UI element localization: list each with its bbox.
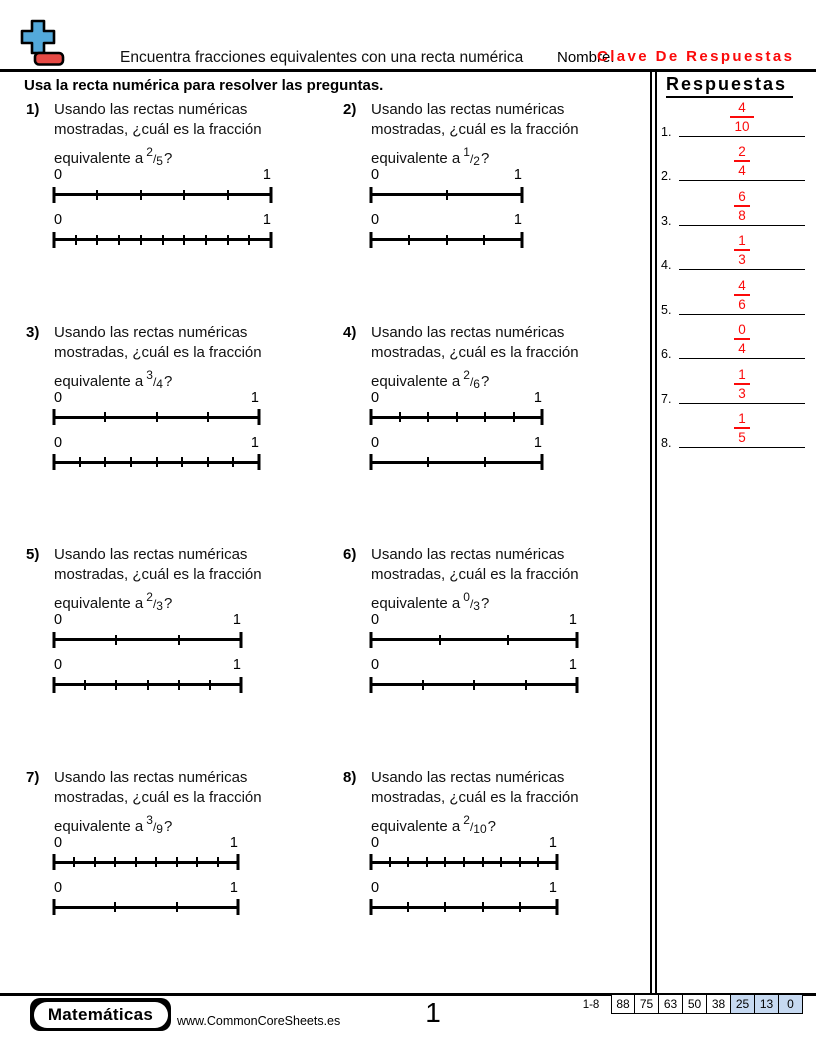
brand-name: Matemáticas [34, 1002, 168, 1028]
question-line-2: mostradas, ¿cuál es la fracción [54, 121, 262, 138]
question-line-2: mostradas, ¿cuál es la fracción [371, 788, 579, 806]
problem-number: 7) [26, 768, 40, 786]
answer-fraction: $\frac{1}{5}$ [734, 411, 750, 445]
numberline-endpoint-labels: 0 1 [371, 834, 557, 851]
number-line [54, 835, 238, 871]
question-fraction-denominator: 3 [156, 599, 163, 613]
question-fraction-denominator: 6 [473, 376, 480, 391]
numberline-endpoint-labels: 0 1 [54, 167, 271, 183]
number-line [54, 212, 271, 248]
question-fraction-numerator: 2 [463, 812, 470, 827]
numberline-endpoint-labels: 0 1 [371, 879, 557, 896]
fraction-bar [734, 294, 750, 296]
number-line [371, 657, 577, 693]
numberline-track [371, 853, 557, 871]
number-line [371, 167, 522, 203]
answer-blank-line [679, 314, 805, 315]
question-fraction-denominator: 9 [156, 821, 163, 836]
fraction-bar [734, 205, 750, 207]
answer-row-6 [658, 317, 811, 362]
answer-row-3 [658, 183, 811, 228]
answer-number: 1. [661, 124, 672, 139]
question-line-3: equivalente a $^3$/4? [54, 367, 173, 391]
question-line-1: Usando las rectas numéricas [371, 101, 565, 118]
number-line [54, 167, 271, 203]
question-line-1: Usando las rectas numéricas [54, 323, 248, 341]
question-fraction-denominator: 5 [156, 154, 163, 168]
brand-logo [20, 19, 66, 72]
question-line-1: Usando las rectas numéricas [54, 101, 248, 118]
question-fraction-numerator: 3 [146, 367, 153, 382]
question-fraction-numerator: 3 [146, 812, 153, 827]
answer-blank-line [679, 447, 805, 448]
problems-grid [26, 100, 656, 990]
numberline-endpoint-labels: 0 1 [54, 434, 259, 451]
problem-number: 6) [343, 546, 357, 563]
numberline-endpoint-labels: 0 1 [371, 212, 522, 228]
question-line-1: Usando las rectas numéricas [371, 768, 565, 786]
numberline-track [54, 408, 259, 426]
name-value-answer-key: Clave De Respuestas [597, 48, 795, 65]
question-line-2: mostradas, ¿cuál es la fracción [371, 121, 579, 138]
numberline-track [371, 185, 522, 203]
plus-icon [22, 21, 54, 53]
brand-badge [30, 998, 171, 1031]
question-line-2: mostradas, ¿cuál es la fracción [54, 343, 262, 361]
number-line [371, 390, 542, 426]
answer-number: 3. [661, 213, 672, 228]
answer-row-8 [658, 406, 811, 451]
question-line-2: mostradas, ¿cuál es la fracción [371, 343, 579, 361]
answers-divider-line [650, 72, 657, 993]
question-line-3: equivalente a $^2$/10? [371, 812, 496, 836]
numberline-track [54, 853, 238, 871]
numberline-track [54, 898, 238, 916]
score-cell: 50 [683, 994, 707, 1014]
question-fraction-numerator: 2 [146, 145, 153, 159]
page-title: Encuentra fracciones equivalentes con una recta numérica [120, 49, 524, 66]
score-cell: 63 [659, 994, 683, 1014]
score-range-label: 1-8 [582, 999, 600, 1011]
numberline-endpoint-labels: 0 1 [54, 389, 259, 406]
answer-blank-line [679, 403, 805, 404]
number-line [54, 657, 241, 693]
number-line [54, 612, 241, 648]
number-line [371, 835, 557, 871]
numberline-track [371, 408, 542, 426]
question-fraction-denominator: 3 [473, 599, 480, 613]
question-line-3: equivalente a $^2$/5? [54, 145, 173, 168]
answer-number: 7. [661, 391, 672, 406]
answer-row-7 [658, 361, 811, 406]
problem-8 [343, 768, 656, 991]
answer-row-2 [658, 139, 811, 184]
fraction-bar [734, 427, 750, 429]
question-line-3: equivalente a $^3$/9? [54, 812, 173, 836]
answer-number: 6. [661, 347, 672, 361]
score-cell: 0 [779, 994, 803, 1014]
question-fraction-numerator: 2 [463, 367, 470, 382]
question-fraction-numerator: 2 [146, 590, 153, 604]
answer-fraction: $\frac{2}{4}$ [734, 144, 750, 178]
answer-number: 2. [661, 169, 672, 183]
problem-1 [26, 100, 343, 323]
answer-number: 8. [661, 436, 672, 450]
problem-number: 4) [343, 323, 357, 341]
answer-fraction: $\frac{6}{8}$ [734, 189, 750, 223]
question-fraction-denominator: 2 [473, 154, 480, 168]
numberline-track [54, 453, 259, 471]
question-fraction-denominator: 10 [473, 821, 487, 836]
answer-fraction: $\frac{0}{4}$ [734, 322, 750, 356]
numberline-track [54, 675, 241, 693]
question-line-2: mostradas, ¿cuál es la fracción [54, 566, 262, 583]
number-line [371, 612, 577, 648]
numberline-endpoint-labels: 0 1 [54, 879, 238, 896]
answer-fraction: $\frac{1}{3}$ [734, 367, 750, 401]
problem-7 [26, 768, 343, 991]
question-fraction-numerator: 1 [463, 145, 470, 159]
answer-row-1 [658, 94, 811, 139]
score-cell: 75 [635, 994, 659, 1014]
numberline-endpoint-labels: 0 1 [54, 834, 238, 851]
question-line-1: Usando las rectas numéricas [54, 546, 248, 563]
numberline-track [371, 230, 522, 248]
numberline-endpoint-labels: 0 1 [371, 434, 542, 451]
numberline-endpoint-labels: 0 1 [54, 212, 271, 228]
score-cell: 88 [611, 994, 635, 1014]
numberline-track [54, 230, 271, 248]
page-number: 1 [425, 997, 441, 1028]
question-line-1: Usando las rectas numéricas [371, 546, 565, 563]
numberline-track [371, 630, 577, 648]
numberline-track [371, 675, 577, 693]
answer-blank-line [679, 269, 805, 270]
answers-title: Respuestas [666, 74, 793, 98]
problem-3 [26, 323, 343, 546]
question-line-3: equivalente a $^2$/3? [54, 590, 173, 613]
fraction-bar [734, 338, 750, 340]
numberline-track [371, 898, 557, 916]
header-rule [0, 69, 816, 72]
question-line-1: Usando las rectas numéricas [54, 768, 248, 786]
answer-blank-line [679, 358, 805, 359]
minus-icon [35, 53, 63, 65]
answer-row-4 [658, 228, 811, 273]
numberline-endpoint-labels: 0 1 [371, 389, 542, 406]
problem-number: 1) [26, 101, 40, 118]
answer-row-5 [658, 272, 811, 317]
number-line [371, 212, 522, 248]
score-table [611, 994, 803, 1014]
question-line-2: mostradas, ¿cuál es la fracción [371, 566, 579, 583]
numberline-endpoint-labels: 0 1 [371, 612, 577, 628]
problem-4 [343, 323, 656, 546]
problem-number: 5) [26, 546, 40, 563]
problem-6 [343, 545, 656, 768]
fraction-bar [734, 160, 750, 162]
problem-number: 2) [343, 101, 357, 118]
problem-5 [26, 545, 343, 768]
score-cell: 38 [707, 994, 731, 1014]
problem-number: 3) [26, 323, 40, 341]
score-cell: 25 [731, 994, 755, 1014]
question-fraction-numerator: 0 [463, 590, 470, 604]
problem-number: 8) [343, 768, 357, 786]
plus-minus-icon [20, 19, 66, 67]
answer-fraction: $\frac{1}{3}$ [734, 233, 750, 267]
fraction-bar [730, 116, 753, 118]
problem-2 [343, 100, 656, 323]
fraction-bar [734, 383, 750, 385]
answer-blank-line [679, 225, 805, 226]
number-line [371, 880, 557, 916]
numberline-endpoint-labels: 0 1 [54, 612, 241, 628]
numberline-track [54, 630, 241, 648]
question-line-3: equivalente a $^0$/3? [371, 590, 490, 613]
score-cell: 13 [755, 994, 779, 1014]
answers-list [658, 94, 811, 450]
website-url: www.CommonCoreSheets.es [177, 1014, 341, 1028]
numberline-track [54, 185, 271, 203]
answer-blank-line [679, 180, 805, 181]
number-line [54, 390, 259, 426]
question-line-1: Usando las rectas numéricas [371, 323, 565, 341]
numberline-endpoint-labels: 0 1 [54, 657, 241, 673]
question-fraction-denominator: 4 [156, 376, 163, 391]
answer-blank-line [679, 136, 805, 137]
number-line [371, 435, 542, 471]
numberline-endpoint-labels: 0 1 [371, 657, 577, 673]
fraction-bar [734, 249, 750, 251]
numberline-track [371, 453, 542, 471]
numberline-endpoint-labels: 0 1 [371, 167, 522, 183]
answer-fraction: $\frac{4}{6}$ [734, 278, 750, 312]
question-line-2: mostradas, ¿cuál es la fracción [54, 788, 262, 806]
question-line-3: equivalente a $^1$/2? [371, 145, 490, 168]
answer-number: 4. [661, 258, 672, 272]
name-label: Nombre: [557, 49, 615, 66]
question-line-3: equivalente a $^2$/6? [371, 367, 490, 391]
number-line [54, 435, 259, 471]
number-line [54, 880, 238, 916]
instruction-text: Usa la recta numérica para resolver las preguntas. [24, 77, 384, 94]
answer-fraction: $\frac{4}{10}$ [730, 100, 753, 134]
answer-number: 5. [661, 302, 672, 317]
